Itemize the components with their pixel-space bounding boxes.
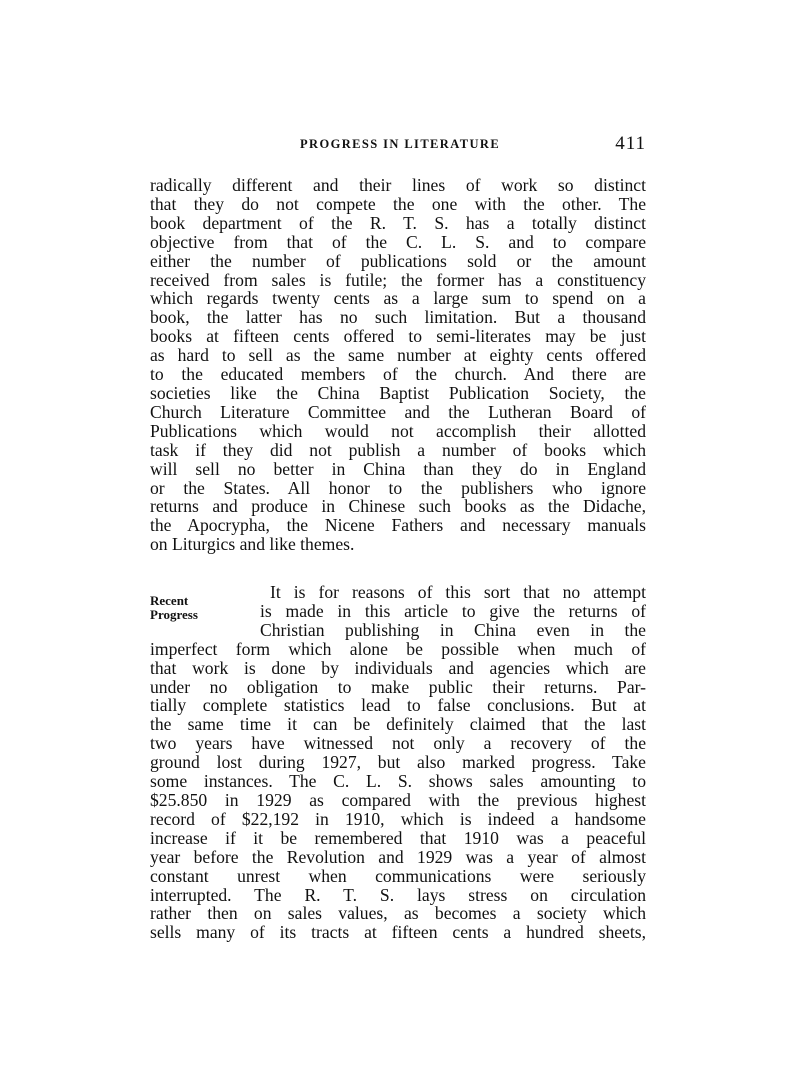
- text-line: is made in this article to give the returns of: [260, 600, 646, 621]
- text-line: tially complete statistics lead to false conclusions. But at: [150, 695, 646, 716]
- text-line: as hard to sell as the same number at eighty cents offered: [150, 345, 646, 366]
- paragraph-2: [150, 583, 646, 942]
- page-number: 411: [615, 133, 646, 154]
- paragraph-1: [150, 176, 646, 554]
- text-line: either the number of publications sold or the amount: [150, 250, 646, 271]
- text-line: imperfect form which alone be possible when much of: [150, 638, 646, 659]
- text-line: to the educated members of the church. And there are: [150, 364, 646, 385]
- text-line: under no obligation to make public their returns. Par-: [150, 676, 646, 697]
- text-line: sells many of its tracts at fifteen cents a hundred sheets,: [150, 922, 646, 943]
- text-line: increase if it be remembered that 1910 was a peaceful: [150, 827, 646, 848]
- text-line: radically different and their lines of work so distinct: [150, 175, 646, 195]
- text-line: Church Literature Committee and the Lutheran Board of: [150, 401, 646, 422]
- text-line: the Apocrypha, the Nicene Fathers and necessary manuals: [150, 515, 646, 536]
- text-line: year before the Revolution and 1929 was a year of almost: [150, 846, 646, 867]
- text-line: Publications which would not accomplish their allotted: [150, 420, 646, 441]
- text-line: ground lost during 1927, but also marked progress. Take: [150, 752, 646, 773]
- text-line: returns and produce in Chinese such books as the Didache,: [150, 496, 646, 517]
- text-line: Christian publishing in China even in the: [260, 619, 646, 640]
- text-line: will sell no better in China than they do in England: [150, 458, 646, 479]
- margin-note-line: Recent: [150, 593, 189, 608]
- text-line: that work is done by individuals and agencies which are: [150, 657, 646, 678]
- text-line: books at fifteen cents offered to semi-literates may be just: [150, 326, 646, 347]
- text-line: book department of the R. T. S. has a totally distinct: [150, 212, 646, 233]
- running-head: [150, 133, 646, 157]
- text-line: $25.850 in 1929 as compared with the previous highest: [150, 789, 646, 810]
- text-line: task if they did not publish a number of books which: [150, 439, 646, 460]
- text-line: It is for reasons of this sort that no attempt: [270, 582, 646, 602]
- text-line: the same time it can be definitely claimed that the last: [150, 714, 646, 735]
- text-line: that they do not compete the one with the other. The: [150, 193, 646, 214]
- text-line: book, the latter has no such limitation. But a thousand: [150, 307, 646, 328]
- margin-note-line: Progress: [150, 607, 198, 622]
- text-line: two years have witnessed not only a recovery of the: [150, 733, 646, 754]
- text-line: received from sales is futile; the former has a constituency: [150, 269, 646, 290]
- text-line: or the States. All honor to the publishers who ignore: [150, 477, 646, 498]
- text-line: on Liturgics and like themes.: [150, 534, 355, 555]
- text-line: societies like the China Baptist Publication Society, the: [150, 382, 646, 403]
- text-line: record of $22,192 in 1910, which is indeed a handsome: [150, 808, 646, 829]
- text-line: constant unrest when communications were seriously: [150, 865, 646, 886]
- text-line: which regards twenty cents as a large sum to spend on a: [150, 288, 646, 309]
- text-line: rather then on sales values, as becomes a society which: [150, 903, 646, 924]
- running-title: PROGRESS IN LITERATURE: [300, 137, 501, 151]
- text-line: interrupted. The R. T. S. lays stress on circulation: [150, 884, 646, 905]
- text-line: objective from that of the C. L. S. and to compare: [150, 231, 646, 252]
- text-line: some instances. The C. L. S. shows sales amounting to: [150, 771, 646, 792]
